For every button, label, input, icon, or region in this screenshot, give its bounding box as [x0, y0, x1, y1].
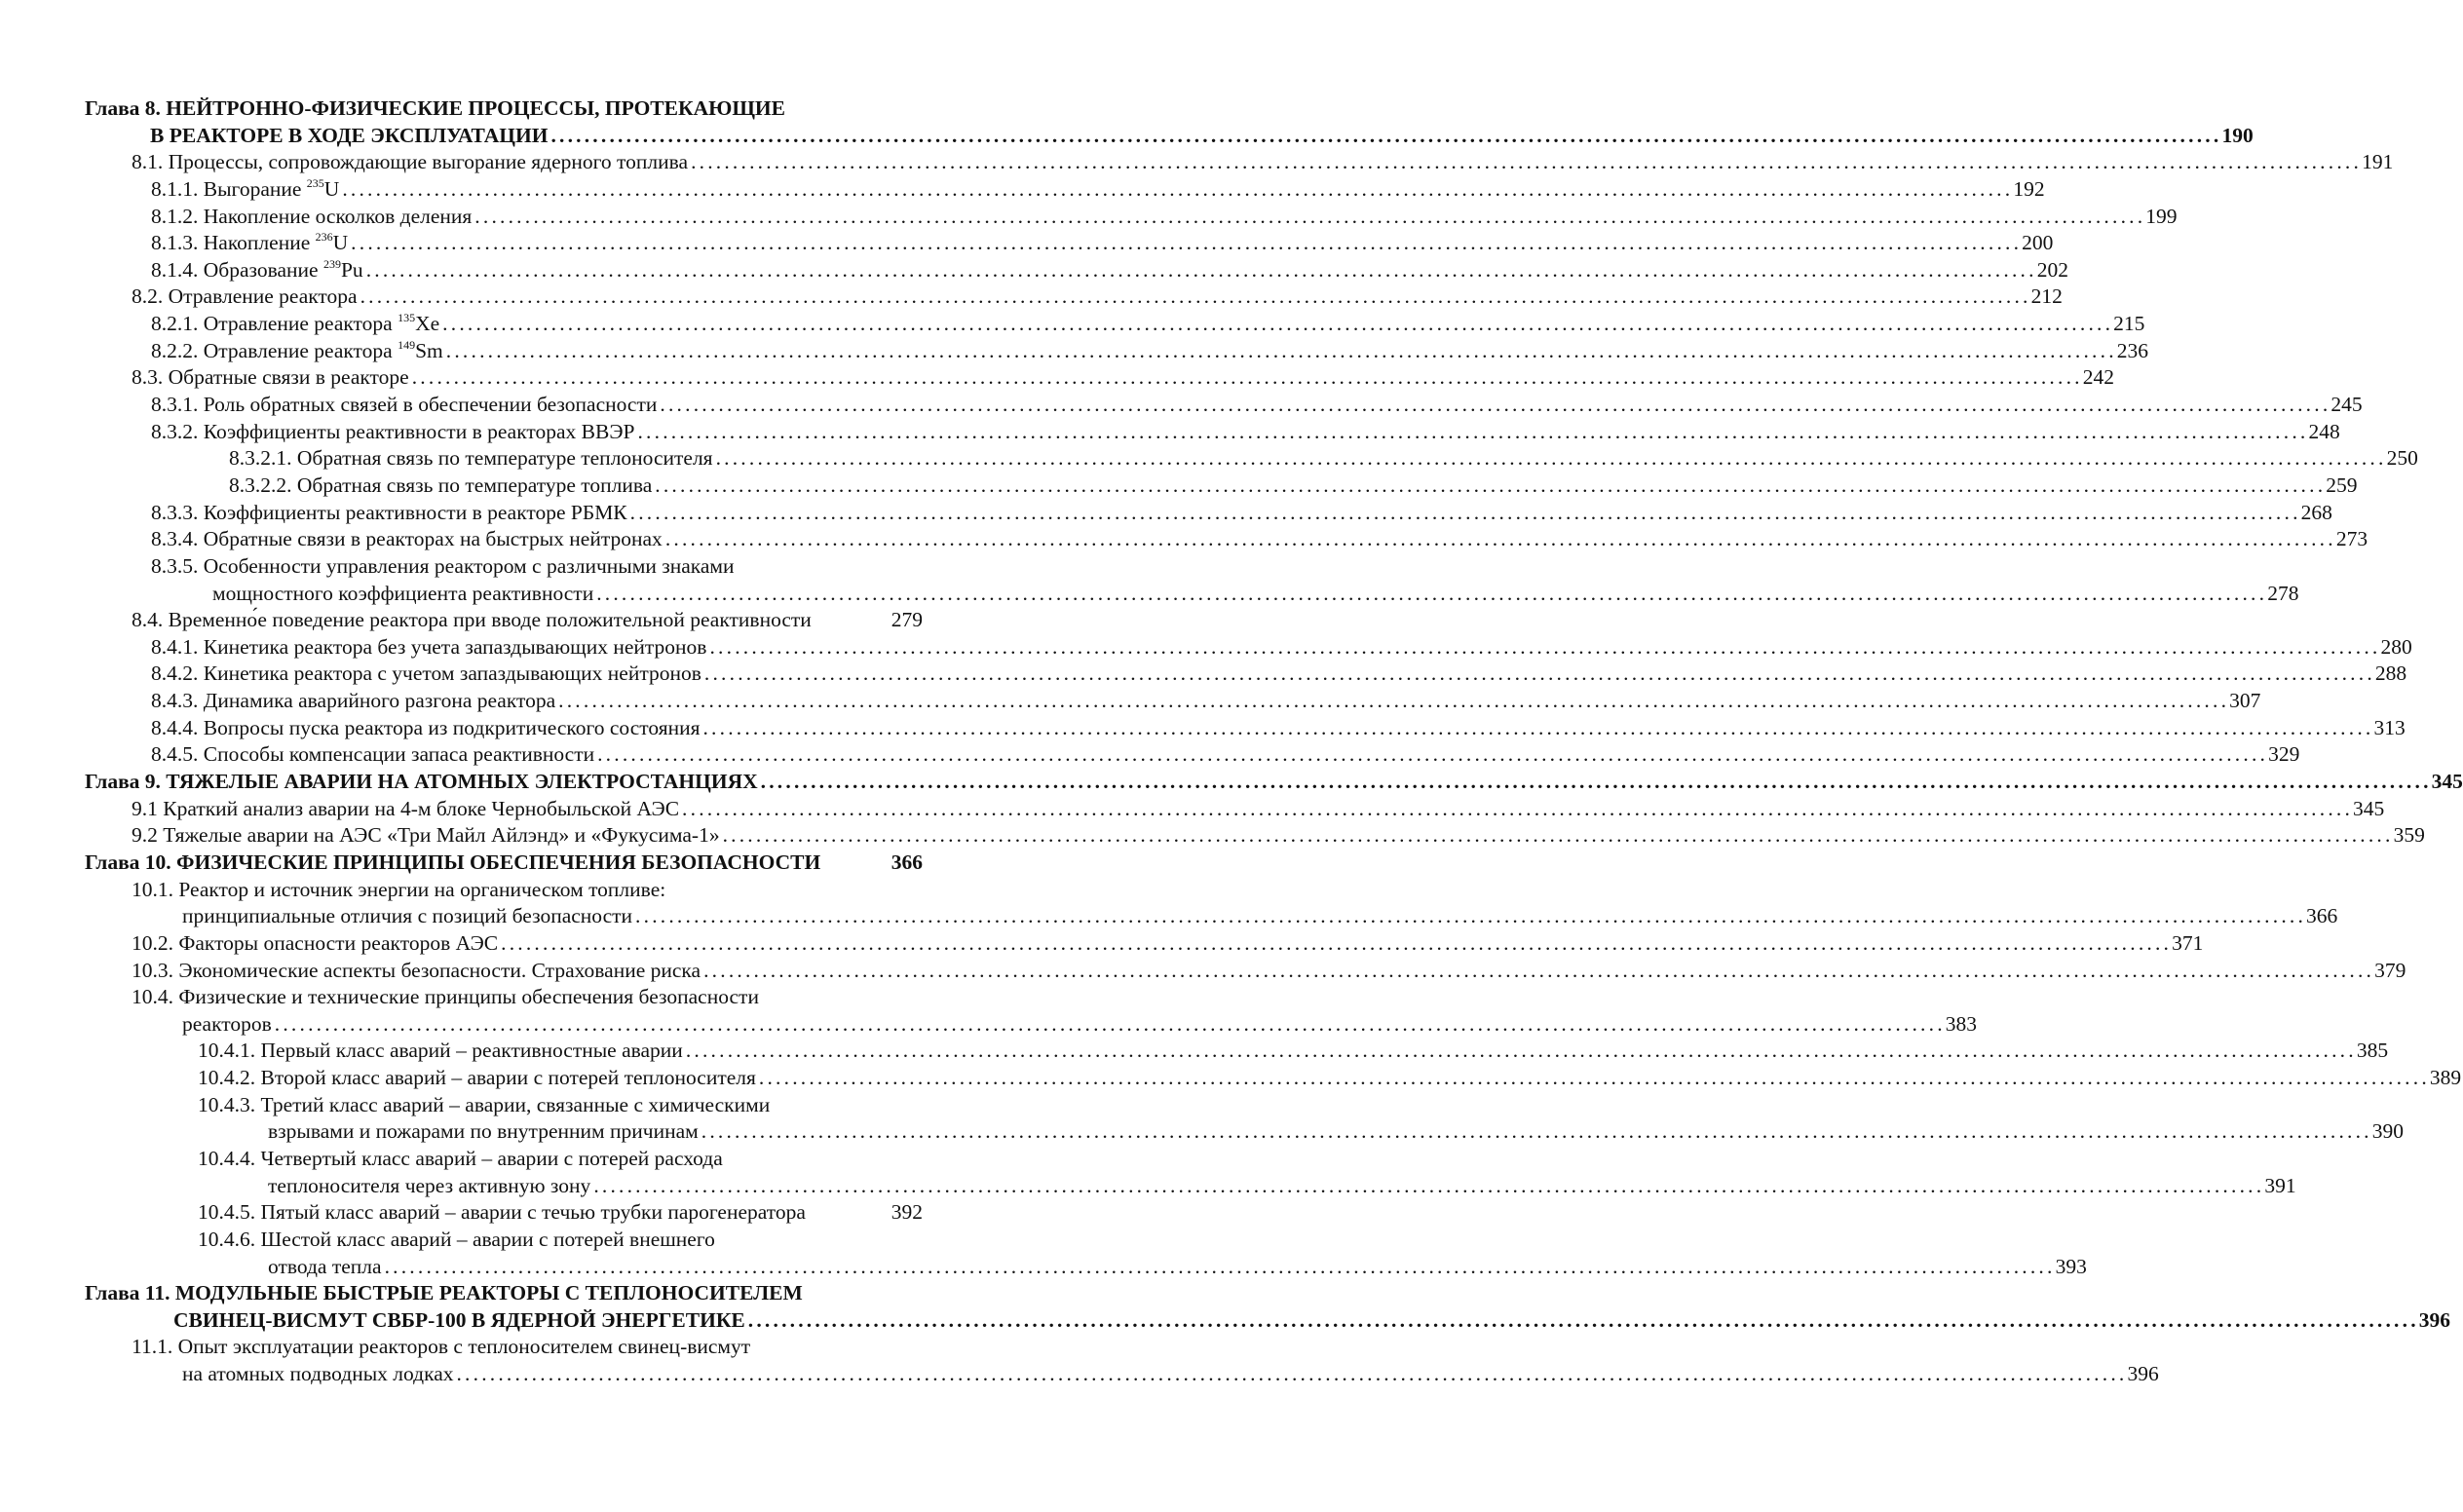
toc-entry-line: [0, 472, 2358, 500]
table-of-contents: [0, 95, 2463, 1388]
toc-entry-title: [198, 1227, 715, 1254]
page-number: 345: [2353, 796, 2385, 820]
page-number: 245: [2330, 393, 2363, 417]
toc-entry-title: [85, 95, 785, 123]
toc-chapter-line: [0, 95, 974, 123]
isotope-mass-number: 149: [398, 337, 416, 352]
title-text: Глава 9. ТЯЖЕЛЫЕ АВАРИИ НА АТОМНЫХ ЭЛЕКТРОСТАНЦИЯХ: [85, 770, 758, 794]
toc-entry-title: [151, 176, 339, 204]
page-number: 199: [2145, 204, 2178, 228]
toc-entry-line: [0, 903, 2338, 930]
page-number: 242: [2082, 365, 2114, 390]
toc-chapter-line: [0, 769, 2463, 796]
dot-leader: ........................................................................................................................................................................................................: [384, 1254, 2056, 1278]
toc-entry-line: [0, 392, 2363, 419]
title-text: 8.4.3. Динамика аварийного разгона реактора: [151, 689, 556, 713]
toc-entry-line: [0, 877, 974, 904]
title-text: 10.2. Факторы опасности реакторов АЭС: [132, 930, 499, 955]
title-text: В РЕАКТОРЕ В ХОДЕ ЭКСПЛУАТАЦИИ: [150, 123, 549, 147]
page-number: 390: [2371, 1119, 2404, 1144]
title-text: 8.3.5. Особенности управления реактором с различными знаками: [151, 553, 735, 578]
page-number: 396: [2418, 1307, 2451, 1332]
dot-leader: ........................................................................................................................................................................................................: [702, 715, 2374, 739]
toc-entry-title: [132, 984, 759, 1011]
toc-entry-title: [151, 741, 594, 769]
toc-entry-title: [151, 553, 735, 581]
toc-entry-line: [0, 149, 2394, 176]
toc-entry-title: [85, 769, 758, 796]
page-number: 279: [890, 608, 923, 632]
dot-leader: ........................................................................................................................................................................................................: [550, 123, 2222, 147]
toc-entry-line: [0, 500, 2332, 527]
page-number: 391: [2264, 1173, 2296, 1197]
toc-entry-line: [0, 1118, 2404, 1146]
page-number: 192: [2013, 176, 2045, 201]
toc-entry-title: [151, 311, 439, 338]
page-number: 392: [890, 1200, 923, 1225]
dot-leader: ........................................................................................................................................................................................................: [655, 472, 2327, 497]
dot-leader: ........................................................................................................................................................................................................: [664, 527, 2336, 551]
toc-entry-line: [0, 284, 2063, 311]
page-number: 268: [2300, 500, 2332, 524]
toc-entry-title: [151, 230, 348, 257]
toc-entry-title: [151, 715, 700, 742]
title-text: 8.1.4. Образование: [151, 257, 323, 282]
dot-leader: ........................................................................................................................................................................................................: [593, 1173, 2265, 1197]
dot-leader: ........................................................................................................................................................................................................: [342, 176, 2014, 201]
title-text: 8.3.4. Обратные связи в реакторах на быстрых нейтронах: [151, 527, 663, 551]
title-text: на атомных подводных лодках: [182, 1362, 454, 1386]
dot-leader: ........................................................................................................................................................................................................: [274, 1011, 1946, 1036]
dot-leader: ........................................................................................................................................................................................................: [747, 1307, 2419, 1332]
dot-leader: ........................................................................................................................................................................................................: [629, 500, 2301, 524]
toc-entry-title: [268, 1118, 699, 1146]
dot-leader: ........................................................................................................................................................................................................: [685, 1039, 2357, 1063]
title-text: 8.3.3. Коэффициенты реактивности в реакторе РБМК: [151, 500, 627, 524]
toc-entry-title: [151, 634, 706, 662]
toc-entry-line: [0, 607, 974, 634]
toc-entry-title: [151, 338, 443, 365]
title-text: Глава 11. МОДУЛЬНЫЕ БЫСТРЫЕ РЕАКТОРЫ С ТЕПЛОНОСИТЕЛЕМ: [85, 1281, 803, 1305]
toc-entry-line: [0, 661, 2407, 688]
dot-leader: ........................................................................................................................................................................................................: [660, 393, 2331, 417]
toc-entry-title: [132, 364, 409, 392]
toc-entry-title: [151, 688, 555, 715]
title-text: 10.4.3. Третий класс аварий – аварии, связанные с химическими: [198, 1092, 771, 1116]
toc-entry-line: [0, 1173, 2296, 1200]
dot-leader: ........................................................................................................................................................................................................: [709, 634, 2381, 659]
title-text: 8.4. Временно́е поведение реактора при вводе положительной реактивности: [132, 608, 812, 632]
page-number: 248: [2308, 419, 2340, 443]
dot-leader: ........................................................................................................................................................................................................: [691, 150, 2363, 174]
toc-entry-title: [85, 850, 820, 877]
page-number: 383: [1945, 1011, 1978, 1036]
dot-leader: ........................................................................................................................................................................................................: [558, 689, 2230, 713]
toc-entry-line: [0, 958, 2406, 985]
toc-chapter-line: [0, 850, 974, 877]
toc-entry-title: [268, 1173, 590, 1200]
page-number: 280: [2380, 634, 2412, 659]
toc-entry-title: [229, 472, 652, 500]
page-number: 329: [2268, 742, 2300, 767]
page-number: 278: [2267, 581, 2299, 605]
page-number: 200: [2022, 231, 2054, 255]
title-text: 11.1. Опыт эксплуатации реакторов с теплоносителем свинец-висмут: [132, 1335, 751, 1359]
toc-entry-line: [0, 1361, 2159, 1388]
title-text: 8.2.1. Отравление реактора: [151, 312, 398, 336]
toc-entry-title: [212, 581, 593, 608]
toc-entry-line: [0, 419, 2340, 446]
toc-entry-line: [0, 526, 2368, 553]
title-text: 8.4.4. Вопросы пуска реактора из подкритического состояния: [151, 715, 701, 739]
dot-leader: ........................................................................................................................................................................................................: [682, 796, 2354, 820]
page-number: 359: [2393, 823, 2425, 848]
toc-entry-line: [0, 930, 2204, 958]
toc-entry-line: [0, 984, 974, 1011]
toc-entry-line: [0, 715, 2406, 742]
title-text: реакторов: [182, 1011, 272, 1036]
title-text: 10.3. Экономические аспекты безопасности. Страхование риска: [132, 958, 701, 982]
toc-entry-title: [132, 822, 720, 850]
title-text: 8.3.2.1. Обратная связь по температуре теплоносителя: [229, 446, 713, 471]
toc-entry-line: [0, 581, 2299, 608]
toc-entry-title: [268, 1254, 382, 1281]
title-text: принципиальные отличия с позиций безопасности: [182, 904, 633, 928]
toc-entry-title: [198, 1065, 756, 1092]
toc-entry-title: [151, 392, 657, 419]
toc-entry-line: [0, 1011, 1978, 1039]
title-text: 10.4.5. Пятый класс аварий – аварии с течью трубки парогенератора: [198, 1200, 806, 1225]
toc-entry-title: [132, 1334, 750, 1361]
page-number: 273: [2335, 527, 2368, 551]
title-text: 8.3.2.2. Обратная связь по температуре топлива: [229, 472, 653, 497]
title-text: 8.2. Отравление реактора: [132, 284, 358, 309]
page-number: 215: [2113, 312, 2145, 336]
page-number: 345: [2431, 770, 2463, 794]
isotope-symbol: U: [323, 176, 340, 201]
title-text: 10.4.4. Четвертый класс аварий – аварии с потерей расхода: [198, 1146, 723, 1170]
toc-entry-title: [151, 500, 627, 527]
page-number: 366: [2306, 904, 2338, 928]
title-text: СВИНЕЦ-ВИСМУТ СВБР-100 В ЯДЕРНОЙ ЭНЕРГЕТИКЕ: [173, 1307, 745, 1332]
toc-entry-line: [0, 175, 2045, 204]
isotope-mass-number: 236: [315, 230, 333, 245]
title-text: 8.4.5. Способы компенсации запаса реактивности: [151, 742, 595, 767]
toc-entry-title: [198, 1092, 770, 1119]
toc-entry-line: [0, 204, 2178, 231]
title-text: Глава 10. ФИЗИЧЕСКИЕ ПРИНЦИПЫ ОБЕСПЕЧЕНИЯ БЕЗОПАСНОСТИ: [85, 850, 821, 874]
dot-leader: ........................................................................................................................................................................................................: [637, 419, 2309, 443]
dot-leader: ........................................................................................................................................................................................................: [596, 581, 2268, 605]
title-text: 8.3. Обратные связи в реакторе: [132, 365, 409, 390]
title-text: 9.1 Краткий анализ аварии на 4-м блоке Чернобыльской АЭС: [132, 796, 680, 820]
page-number: 385: [2356, 1039, 2389, 1063]
toc-entry-title: [198, 1146, 723, 1173]
isotope-symbol: U: [332, 231, 349, 255]
toc-entry-line: [0, 796, 2385, 823]
title-text: 8.2.2. Отравление реактора: [151, 338, 398, 362]
toc-entry-line: [0, 634, 2412, 662]
toc-entry-line: [0, 311, 2145, 338]
toc-entry-title: [150, 123, 548, 150]
toc-entry-title: [151, 257, 363, 284]
page-number: 371: [2172, 930, 2204, 955]
page-number: 190: [2221, 123, 2254, 147]
toc-entry-title: [198, 1199, 806, 1227]
title-text: теплоносителя через активную зону: [268, 1173, 591, 1197]
toc-entry-line: [0, 822, 2425, 850]
dot-leader: ........................................................................................................................................................................................................: [703, 662, 2375, 686]
toc-entry-title: [229, 445, 713, 472]
toc-entry-line: [0, 1038, 2389, 1065]
dot-leader: ........................................................................................................................................................................................................: [715, 446, 2387, 471]
dot-leader: ........................................................................................................................................................................................................: [474, 204, 2146, 228]
dot-leader: ........................................................................................................................................................................................................: [351, 231, 2023, 255]
dot-leader: ........................................................................................................................................................................................................: [760, 770, 2432, 794]
page-number: 366: [890, 850, 923, 874]
toc-entry-title: [182, 903, 632, 930]
title-text: взрывами и пожарами по внутренним причинам: [268, 1119, 699, 1144]
dot-leader: ........................................................................................................................................................................................................: [445, 338, 2117, 362]
isotope-symbol: Xe: [415, 312, 440, 336]
page-number: 379: [2374, 958, 2406, 982]
toc-entry-title: [132, 607, 812, 634]
isotope-symbol: Pu: [340, 257, 363, 282]
title-text: 8.3.1. Роль обратных связей в обеспечении безопасности: [151, 393, 658, 417]
page-number: 396: [2127, 1362, 2159, 1386]
toc-entry-title: [132, 877, 665, 904]
toc-entry-line: [0, 741, 2300, 769]
toc-chapter-line: [0, 1280, 974, 1307]
toc-entry-line: [0, 1254, 2087, 1281]
isotope-mass-number: 135: [398, 311, 416, 325]
toc-entry-title: [173, 1307, 745, 1335]
title-text: Глава 8. НЕЙТРОННО-ФИЗИЧЕСКИЕ ПРОЦЕССЫ, ПРОТЕКАЮЩИЕ: [85, 96, 785, 120]
dot-leader: ........................................................................................................................................................................................................: [722, 823, 2394, 848]
title-text: 10.4. Физические и технические принципы обеспечения безопасности: [132, 985, 759, 1009]
page-number: 288: [2374, 662, 2407, 686]
page-number: 393: [2055, 1254, 2087, 1278]
toc-entry-line: [0, 1065, 2462, 1092]
dot-leader: ........................................................................................................................................................................................................: [360, 284, 2031, 309]
title-text: 10.1. Реактор и источник энергии на органическом топливе:: [132, 877, 666, 901]
toc-entry-title: [151, 526, 663, 553]
dot-leader: ........................................................................................................................................................................................................: [701, 1119, 2372, 1144]
isotope-symbol: Sm: [415, 338, 443, 362]
title-text: 8.4.1. Кинетика реактора без учета запаздывающих нейтронов: [151, 634, 707, 659]
title-text: 8.1.2. Накопление осколков деления: [151, 204, 473, 228]
page-number: 236: [2116, 338, 2149, 362]
toc-entry-title: [198, 1038, 683, 1065]
title-text: 8.1.3. Накопление: [151, 231, 316, 255]
page-number: 259: [2326, 472, 2358, 497]
toc-entry-title: [182, 1361, 453, 1388]
page-number: 202: [2036, 257, 2068, 282]
toc-entry-line: [0, 230, 2054, 257]
dot-leader: ........................................................................................................................................................................................................: [365, 257, 2037, 282]
toc-entry-line: [0, 1092, 974, 1119]
toc-entry-title: [151, 204, 472, 231]
toc-chapter-line: [0, 123, 2254, 150]
title-text: 10.4.2. Второй класс аварий – аварии с потерей теплоносителя: [198, 1066, 756, 1090]
title-text: 9.2 Тяжелые аварии на АЭС «Три Майл Айлэнд» и «Фукусима-1»: [132, 823, 720, 848]
toc-entry-title: [85, 1280, 803, 1307]
toc-entry-line: [0, 256, 2068, 284]
page-number: 191: [2362, 150, 2394, 174]
toc-entry-title: [132, 958, 701, 985]
dot-leader: ........................................................................................................................................................................................................: [758, 1066, 2430, 1090]
toc-entry-title: [132, 284, 358, 311]
dot-leader: ........................................................................................................................................................................................................: [501, 930, 2173, 955]
dot-leader: ........................................................................................................................................................................................................: [597, 742, 2269, 767]
page-number: 307: [2229, 689, 2261, 713]
toc-entry-title: [132, 930, 498, 958]
toc-entry-title: [151, 661, 701, 688]
title-text: 10.4.1. Первый класс аварий – реактивностные аварии: [198, 1039, 683, 1063]
isotope-mass-number: 239: [322, 256, 341, 271]
title-text: 8.4.2. Кинетика реактора с учетом запаздывающих нейтронов: [151, 662, 701, 686]
page-number: 313: [2373, 715, 2406, 739]
dot-leader: ........................................................................................................................................................................................................: [411, 365, 2083, 390]
toc-entry-title: [182, 1011, 272, 1039]
toc-entry-title: [132, 796, 679, 823]
title-text: отвода тепла: [268, 1254, 382, 1278]
toc-entry-line: [0, 1227, 974, 1254]
page-number: 250: [2386, 446, 2418, 471]
page-number: 212: [2030, 284, 2063, 309]
title-text: 8.1.1. Выгорание: [151, 176, 307, 201]
toc-entry-title: [132, 149, 688, 176]
dot-leader: ........................................................................................................................................................................................................: [703, 958, 2375, 982]
toc-entry-title: [151, 419, 634, 446]
title-text: 8.1. Процессы, сопровождающие выгорание ядерного топлива: [132, 150, 689, 174]
dot-leader: ........................................................................................................................................................................................................: [456, 1362, 2128, 1386]
title-text: мощностного коэффициента реактивности: [212, 581, 594, 605]
toc-entry-line: [0, 1146, 974, 1173]
toc-entry-line: [0, 337, 2149, 365]
isotope-mass-number: 235: [306, 175, 324, 190]
toc-entry-line: [0, 445, 2418, 472]
dot-leader: ........................................................................................................................................................................................................: [442, 312, 2114, 336]
title-text: 8.3.2. Коэффициенты реактивности в реакторах ВВЭР: [151, 419, 635, 443]
page-number: 389: [2429, 1066, 2462, 1090]
toc-entry-line: [0, 1199, 974, 1227]
toc-entry-line: [0, 364, 2114, 392]
title-text: 10.4.6. Шестой класс аварий – аварии с потерей внешнего: [198, 1227, 715, 1251]
toc-entry-line: [0, 688, 2261, 715]
dot-leader: ........................................................................................................................................................................................................: [635, 904, 2307, 928]
toc-chapter-line: [0, 1307, 2451, 1335]
toc-entry-line: [0, 1334, 974, 1361]
toc-entry-line: [0, 553, 974, 581]
